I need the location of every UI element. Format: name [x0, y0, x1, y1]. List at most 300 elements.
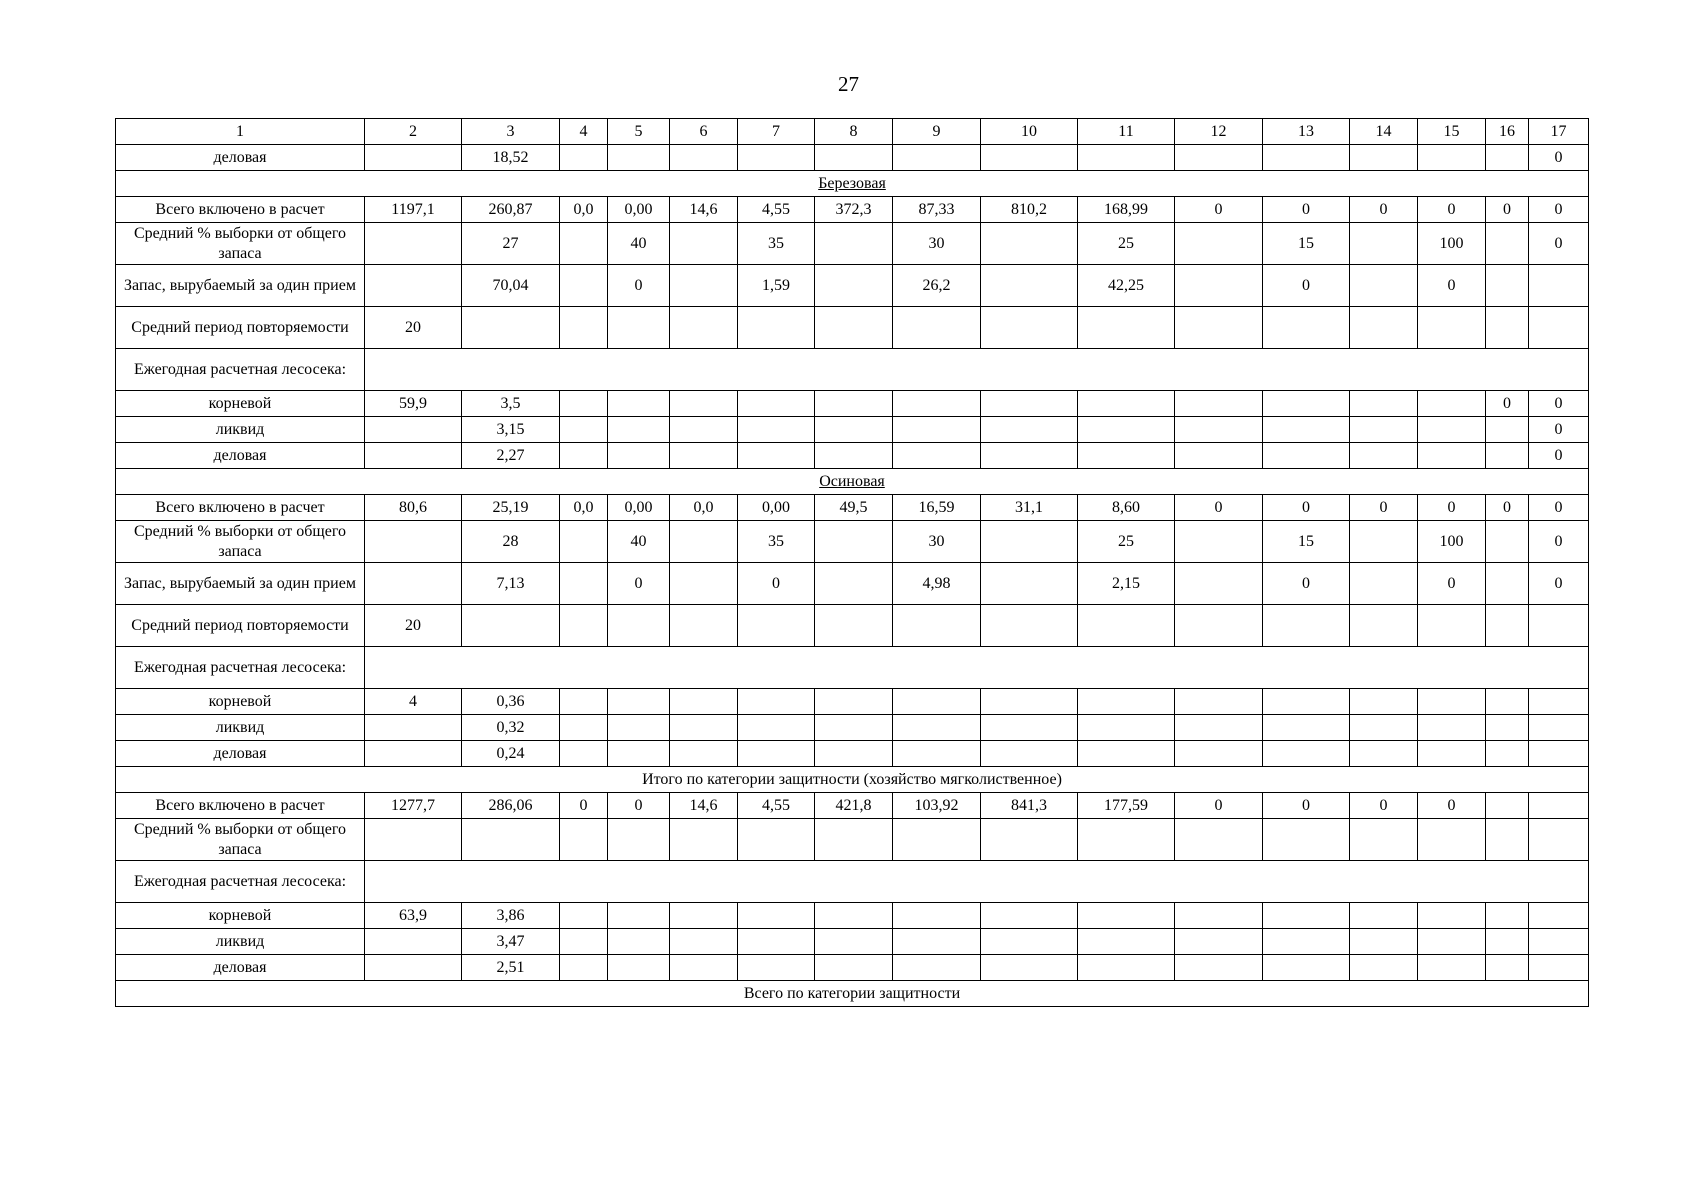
table-cell — [815, 955, 893, 981]
table-cell: 0 — [1350, 793, 1418, 819]
table-cell — [1078, 391, 1175, 417]
table-cell: 0 — [1418, 197, 1486, 223]
table-cell — [1486, 563, 1529, 605]
table-cell — [608, 741, 670, 767]
table-cell — [1486, 443, 1529, 469]
table-cell — [1078, 903, 1175, 929]
table-row — [116, 819, 1589, 861]
table-cell — [815, 819, 893, 861]
table-cell — [981, 715, 1078, 741]
table-cell — [815, 443, 893, 469]
table-cell — [365, 715, 462, 741]
table-cell — [1418, 145, 1486, 171]
table-cell — [1418, 307, 1486, 349]
table-row — [116, 563, 1589, 605]
row-label: корневой — [116, 689, 365, 715]
table-cell: 18,52 — [462, 145, 560, 171]
table-cell: 4 — [365, 689, 462, 715]
table-cell — [1078, 741, 1175, 767]
table-cell — [608, 955, 670, 981]
table-cell: 59,9 — [365, 391, 462, 417]
column-number-cell: 2 — [365, 119, 462, 145]
table-cell — [560, 417, 608, 443]
column-number-cell: 14 — [1350, 119, 1418, 145]
table-cell — [981, 955, 1078, 981]
table-cell — [365, 563, 462, 605]
table-cell — [1175, 145, 1263, 171]
table-cell — [1486, 223, 1529, 265]
table-cell: 0,0 — [560, 197, 608, 223]
table-cell: 1197,1 — [365, 197, 462, 223]
merged-empty-cell — [365, 349, 1589, 391]
row-label: Запас, вырубаемый за один прием — [116, 563, 365, 605]
table-cell: 0 — [1418, 793, 1486, 819]
table-cell — [1418, 417, 1486, 443]
table-cell — [815, 265, 893, 307]
section-title: Осиновая — [116, 469, 1589, 495]
table-cell — [1418, 605, 1486, 647]
table-row — [116, 689, 1589, 715]
table-cell — [560, 715, 608, 741]
table-cell — [1263, 819, 1350, 861]
table-cell — [1263, 145, 1350, 171]
table-cell: 27 — [462, 223, 560, 265]
table-cell: 372,3 — [815, 197, 893, 223]
table-cell: 0 — [1529, 443, 1589, 469]
table-cell — [1175, 417, 1263, 443]
table-row — [116, 741, 1589, 767]
table-cell — [560, 563, 608, 605]
table-cell — [1350, 689, 1418, 715]
table-cell — [670, 563, 738, 605]
table-cell — [365, 521, 462, 563]
table-cell — [1486, 605, 1529, 647]
table-cell — [1418, 715, 1486, 741]
table-cell — [1486, 307, 1529, 349]
row-label: ликвид — [116, 715, 365, 741]
table-cell — [815, 605, 893, 647]
table-cell — [815, 741, 893, 767]
table-cell — [981, 903, 1078, 929]
row-label: ликвид — [116, 417, 365, 443]
table-cell: 87,33 — [893, 197, 981, 223]
table-cell: 2,27 — [462, 443, 560, 469]
table-cell: 0 — [608, 563, 670, 605]
table-cell: 1,59 — [738, 265, 815, 307]
table-cell — [815, 903, 893, 929]
merged-empty-cell — [365, 647, 1589, 689]
table-cell: 0 — [1486, 197, 1529, 223]
table-cell — [560, 223, 608, 265]
table-cell — [1263, 689, 1350, 715]
table-cell: 0,32 — [462, 715, 560, 741]
table-cell — [670, 223, 738, 265]
table-cell — [1175, 819, 1263, 861]
table-row — [116, 521, 1589, 563]
row-label: Средний % выборки от общего запаса — [116, 819, 365, 861]
table-cell — [893, 145, 981, 171]
table-cell: 31,1 — [981, 495, 1078, 521]
table-cell — [670, 819, 738, 861]
row-label: Средний % выборки от общего запаса — [116, 223, 365, 265]
table-cell — [1263, 443, 1350, 469]
table-cell: 80,6 — [365, 495, 462, 521]
row-label: Всего включено в расчет — [116, 793, 365, 819]
table-cell: 0 — [1263, 563, 1350, 605]
table-row — [116, 443, 1589, 469]
table-row — [116, 391, 1589, 417]
table-cell: 20 — [365, 307, 462, 349]
table-cell: 0 — [1350, 197, 1418, 223]
table-cell — [365, 443, 462, 469]
table-body — [116, 119, 1589, 1007]
table-cell — [1350, 391, 1418, 417]
table-row — [116, 145, 1589, 171]
table-cell — [365, 929, 462, 955]
table-cell: 103,92 — [893, 793, 981, 819]
table-cell: 0,36 — [462, 689, 560, 715]
table-cell — [608, 689, 670, 715]
table-cell — [893, 417, 981, 443]
column-number-cell: 4 — [560, 119, 608, 145]
table-cell: 0 — [608, 265, 670, 307]
table-cell — [1486, 955, 1529, 981]
table-cell: 3,15 — [462, 417, 560, 443]
row-label: Всего включено в расчет — [116, 197, 365, 223]
table-cell — [981, 689, 1078, 715]
table-cell: 0 — [1529, 417, 1589, 443]
table-cell — [365, 145, 462, 171]
table-cell — [1263, 955, 1350, 981]
table-cell — [1486, 793, 1529, 819]
table-cell — [1350, 521, 1418, 563]
table-cell — [462, 307, 560, 349]
table-cell: 2,15 — [1078, 563, 1175, 605]
table-cell — [1350, 715, 1418, 741]
table-cell — [738, 715, 815, 741]
table-cell — [1418, 689, 1486, 715]
table-cell — [1263, 605, 1350, 647]
table-cell — [893, 903, 981, 929]
row-label: Средний период повторяемости — [116, 605, 365, 647]
table-cell — [1175, 443, 1263, 469]
table-cell: 3,5 — [462, 391, 560, 417]
table-cell — [670, 929, 738, 955]
table-cell: 0 — [608, 793, 670, 819]
table-cell: 0 — [1350, 495, 1418, 521]
table-cell — [560, 145, 608, 171]
table-row — [116, 955, 1589, 981]
table-cell — [1078, 417, 1175, 443]
table-cell — [1486, 417, 1529, 443]
table-cell — [1350, 741, 1418, 767]
table-cell — [1486, 819, 1529, 861]
section-row — [116, 469, 1589, 495]
table-cell: 26,2 — [893, 265, 981, 307]
table-cell — [608, 605, 670, 647]
table-cell — [1263, 715, 1350, 741]
table-cell: 40 — [608, 223, 670, 265]
table-row — [116, 417, 1589, 443]
table-cell — [560, 955, 608, 981]
table-cell — [1078, 955, 1175, 981]
table-cell — [1418, 955, 1486, 981]
table-cell: 7,13 — [462, 563, 560, 605]
column-number-cell: 9 — [893, 119, 981, 145]
table-cell — [893, 741, 981, 767]
forest-calc-table — [115, 118, 1589, 1007]
table-cell — [1078, 929, 1175, 955]
table-cell — [1350, 307, 1418, 349]
row-label: Средний период повторяемости — [116, 307, 365, 349]
table-cell — [1486, 145, 1529, 171]
table-cell — [1078, 819, 1175, 861]
table-cell — [560, 265, 608, 307]
table-cell — [560, 391, 608, 417]
table-cell — [981, 417, 1078, 443]
table-row — [116, 223, 1589, 265]
table-cell — [1350, 265, 1418, 307]
table-cell — [560, 741, 608, 767]
table-cell — [815, 715, 893, 741]
table-cell — [1078, 605, 1175, 647]
table-cell — [1418, 929, 1486, 955]
table-cell: 0 — [1418, 563, 1486, 605]
table-cell — [893, 715, 981, 741]
table-cell: 70,04 — [462, 265, 560, 307]
table-cell — [738, 307, 815, 349]
table-cell — [365, 955, 462, 981]
table-cell — [815, 391, 893, 417]
table-cell: 63,9 — [365, 903, 462, 929]
table-cell — [1175, 741, 1263, 767]
table-cell: 0 — [1529, 197, 1589, 223]
table-row — [116, 647, 1589, 689]
table-cell — [981, 819, 1078, 861]
table-cell: 14,6 — [670, 793, 738, 819]
table-cell — [608, 929, 670, 955]
column-number-cell: 6 — [670, 119, 738, 145]
table-cell — [1418, 391, 1486, 417]
table-cell — [815, 145, 893, 171]
table-cell — [981, 443, 1078, 469]
table-cell — [1350, 955, 1418, 981]
table-cell — [893, 819, 981, 861]
table-cell — [815, 929, 893, 955]
column-number-cell: 10 — [981, 119, 1078, 145]
row-label: ликвид — [116, 929, 365, 955]
table-cell — [1078, 689, 1175, 715]
column-number-cell: 3 — [462, 119, 560, 145]
table-cell: 0 — [1529, 521, 1589, 563]
table-cell — [893, 929, 981, 955]
table-row — [116, 265, 1589, 307]
row-label: Ежегодная расчетная лесосека: — [116, 349, 365, 391]
table-cell — [670, 265, 738, 307]
table-cell — [1486, 265, 1529, 307]
table-cell — [670, 145, 738, 171]
table-cell — [560, 307, 608, 349]
table-cell: 0 — [1263, 265, 1350, 307]
table-cell — [1078, 145, 1175, 171]
column-number-cell: 12 — [1175, 119, 1263, 145]
column-number-cell: 11 — [1078, 119, 1175, 145]
table-cell — [1175, 307, 1263, 349]
table-cell — [1175, 689, 1263, 715]
table-cell — [1175, 605, 1263, 647]
table-cell — [670, 903, 738, 929]
table-cell — [1486, 689, 1529, 715]
table-cell: 100 — [1418, 521, 1486, 563]
table-cell — [1529, 265, 1589, 307]
table-cell — [1078, 307, 1175, 349]
table-cell: 0 — [1263, 495, 1350, 521]
table-cell — [1175, 715, 1263, 741]
page-number: 27 — [838, 72, 859, 96]
table-cell — [1175, 903, 1263, 929]
table-cell: 0,00 — [608, 197, 670, 223]
table-cell — [815, 307, 893, 349]
table-cell — [738, 955, 815, 981]
table-cell — [738, 929, 815, 955]
table-cell — [1175, 929, 1263, 955]
column-number-cell: 15 — [1418, 119, 1486, 145]
table-cell: 0 — [1529, 145, 1589, 171]
table-cell: 0 — [1175, 793, 1263, 819]
table-cell: 0,00 — [608, 495, 670, 521]
table-cell — [1350, 929, 1418, 955]
table-cell — [670, 417, 738, 443]
table-cell — [815, 223, 893, 265]
table-cell: 0 — [1175, 197, 1263, 223]
section-row — [116, 767, 1589, 793]
column-number-cell: 5 — [608, 119, 670, 145]
table-cell — [738, 689, 815, 715]
table-cell — [981, 521, 1078, 563]
table-cell: 30 — [893, 521, 981, 563]
table-cell — [608, 391, 670, 417]
table-cell — [738, 741, 815, 767]
table-cell — [1418, 819, 1486, 861]
table-cell — [893, 605, 981, 647]
table-cell — [1486, 929, 1529, 955]
table-cell — [670, 955, 738, 981]
table-cell — [1529, 955, 1589, 981]
table-cell — [1350, 819, 1418, 861]
table-cell: 4,55 — [738, 197, 815, 223]
table-cell — [1078, 443, 1175, 469]
table-cell — [981, 307, 1078, 349]
row-label: Запас, вырубаемый за один прием — [116, 265, 365, 307]
table-cell — [1175, 955, 1263, 981]
table-cell: 25 — [1078, 521, 1175, 563]
column-number-cell: 17 — [1529, 119, 1589, 145]
table-cell: 810,2 — [981, 197, 1078, 223]
table-cell — [670, 715, 738, 741]
table-cell: 0,24 — [462, 741, 560, 767]
table-cell — [1078, 715, 1175, 741]
section-row — [116, 171, 1589, 197]
table-cell — [981, 265, 1078, 307]
table-cell — [670, 605, 738, 647]
table-cell — [1175, 265, 1263, 307]
table-cell: 15 — [1263, 223, 1350, 265]
table-cell: 3,86 — [462, 903, 560, 929]
table-cell — [1529, 793, 1589, 819]
column-number-cell: 13 — [1263, 119, 1350, 145]
table-row — [116, 861, 1589, 903]
table-cell — [1263, 929, 1350, 955]
table-cell — [1529, 307, 1589, 349]
table-cell: 0 — [1486, 391, 1529, 417]
column-number-row — [116, 119, 1589, 145]
table-cell — [815, 521, 893, 563]
table-cell — [738, 443, 815, 469]
table-cell: 28 — [462, 521, 560, 563]
table-cell — [1350, 903, 1418, 929]
table-cell — [1175, 563, 1263, 605]
table-cell — [815, 689, 893, 715]
table-row — [116, 903, 1589, 929]
table-cell — [1486, 741, 1529, 767]
table-cell — [1175, 391, 1263, 417]
table-cell — [893, 307, 981, 349]
table-cell — [981, 741, 1078, 767]
table-cell — [608, 443, 670, 469]
table-cell — [1263, 741, 1350, 767]
row-label: деловая — [116, 443, 365, 469]
table-cell: 42,25 — [1078, 265, 1175, 307]
table-cell — [608, 819, 670, 861]
row-label: деловая — [116, 955, 365, 981]
table-cell: 4,98 — [893, 563, 981, 605]
table-cell: 177,59 — [1078, 793, 1175, 819]
table-cell — [981, 223, 1078, 265]
row-label: Ежегодная расчетная лесосека: — [116, 861, 365, 903]
table-cell — [981, 929, 1078, 955]
table-cell: 49,5 — [815, 495, 893, 521]
table-cell — [981, 605, 1078, 647]
table-cell: 2,51 — [462, 955, 560, 981]
column-number-cell: 7 — [738, 119, 815, 145]
table-cell: 0 — [1529, 391, 1589, 417]
table-cell — [893, 443, 981, 469]
table-cell: 16,59 — [893, 495, 981, 521]
table-cell — [1418, 903, 1486, 929]
table-cell — [1350, 145, 1418, 171]
table-cell — [1529, 715, 1589, 741]
table-cell: 841,3 — [981, 793, 1078, 819]
table-cell — [560, 903, 608, 929]
table-cell: 0,0 — [560, 495, 608, 521]
table-cell — [608, 715, 670, 741]
table-cell — [670, 741, 738, 767]
section-title: Всего по категории защитности — [116, 981, 1589, 1007]
table-cell — [1350, 417, 1418, 443]
merged-empty-cell — [365, 861, 1589, 903]
table-cell: 20 — [365, 605, 462, 647]
table-cell — [560, 521, 608, 563]
table-cell — [365, 819, 462, 861]
table-cell: 0 — [738, 563, 815, 605]
table-cell — [1263, 417, 1350, 443]
table-cell — [462, 819, 560, 861]
table-cell — [1486, 715, 1529, 741]
table-cell — [560, 819, 608, 861]
table-cell — [1263, 307, 1350, 349]
table-cell: 0 — [1418, 495, 1486, 521]
table-cell — [893, 955, 981, 981]
